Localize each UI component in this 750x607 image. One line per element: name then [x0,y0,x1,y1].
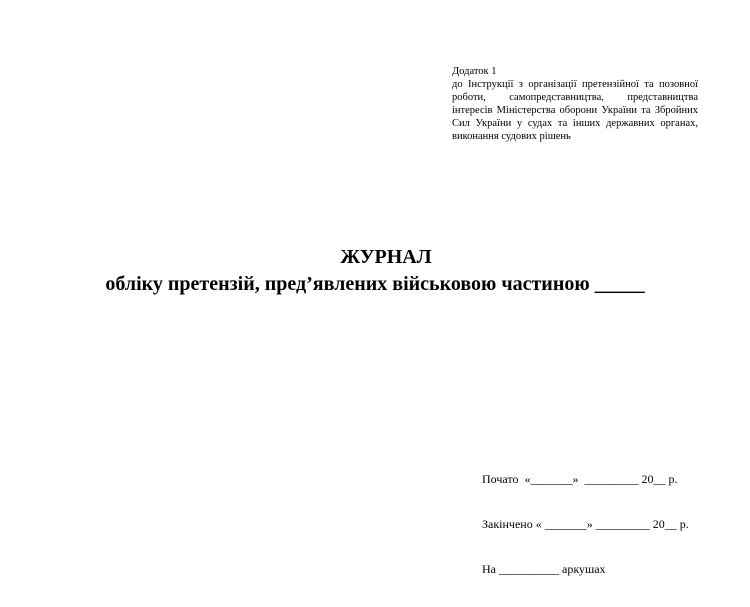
journal-heading [0,244,750,298]
page-subtitle: обліку претензій, пред’явлених військовою частиною _____ [105,273,645,295]
page-title: ЖУРНАЛ [340,246,432,268]
appendix-text: до Інструкції з організації претензійної та позовної роботи, самопредставництва, представництва інтересів Міністерства оборони України та Збройних Сил України у судах та інших державних органах, виконання судових рішень [452,79,698,142]
started-date-line: Почато «_______» _________ 20__ р. [482,472,678,486]
finished-date-line: Закінчено « _______» _________ 20__ р. [482,517,689,531]
journal-dates-block [482,442,732,607]
appendix-note [452,65,698,143]
appendix-label: Додаток 1 [452,66,497,77]
sheet-count-line: На __________ аркушах [482,562,606,576]
